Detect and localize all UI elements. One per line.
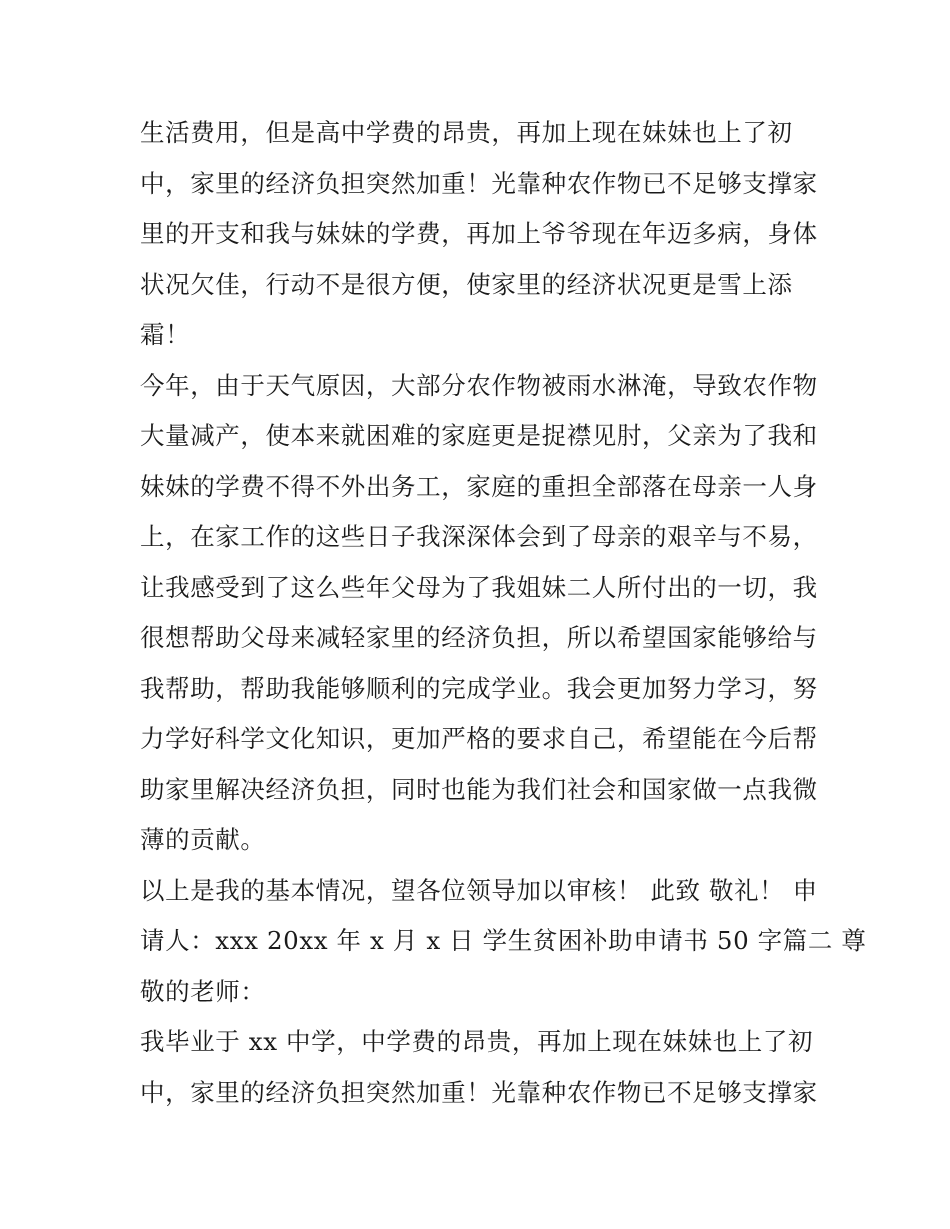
text-line: 里的开支和我与妹妹的学费，再加上爷爷现在年迈多病，身体 — [140, 219, 818, 248]
text-line: 今年，由于天气原因，大部分农作物被雨水淋淹，导致农作物 — [140, 370, 818, 400]
document-body — [140, 108, 867, 1118]
text-line: 助家里解决经济负担，同时也能为我们社会和国家做一点我微 — [140, 774, 818, 804]
text-line: 力学好科学文化知识，更加严格的要求自己，希望能在今后帮 — [140, 724, 818, 753]
text-line: 请人：xxx 20xx 年 x 月 x 日 学生贫困补助申请书 50 字篇二 尊 — [140, 926, 867, 955]
text-line: 大量减产，使本来就困难的家庭更是捉襟见肘，父亲为了我和 — [140, 421, 818, 450]
text-line: 敬的老师： — [140, 976, 266, 1006]
text-line: 我帮助，帮助我能够顺利的完成学业。我会更加努力学习，努 — [140, 673, 818, 703]
text-line: 生活费用，但是高中学费的昂贵，再加上现在妹妹也上了初 — [140, 118, 793, 147]
text-line: 我毕业于 xx 中学，中学费的昂贵，再加上现在妹妹也上了初 — [140, 1027, 814, 1056]
text-line: 很想帮助父母来减轻家里的经济负担，所以希望国家能够给与 — [140, 623, 818, 652]
text-line: 以上是我的基本情况，望各位领导加以审核！ 此致 敬礼！ 申 — [140, 875, 818, 905]
text-line: 让我感受到了这么些年父母为了我姐妹二人所付出的一切，我 — [140, 572, 818, 602]
text-line: 霜！ — [140, 320, 191, 349]
text-line: 中，家里的经济负担突然加重！光靠种农作物已不足够支撑家 — [140, 1077, 818, 1107]
text-line: 上，在家工作的这些日子我深深体会到了母亲的艰辛与不易， — [140, 522, 818, 551]
text-line: 妹妹的学费不得不外出务工，家庭的重担全部落在母亲一人身 — [140, 471, 818, 501]
text-line: 状况欠佳，行动不是很方便，使家里的经济状况更是雪上添 — [140, 269, 793, 299]
text-line: 薄的贡献。 — [140, 825, 266, 854]
text-line: 中，家里的经济负担突然加重！光靠种农作物已不足够支撑家 — [140, 168, 818, 198]
